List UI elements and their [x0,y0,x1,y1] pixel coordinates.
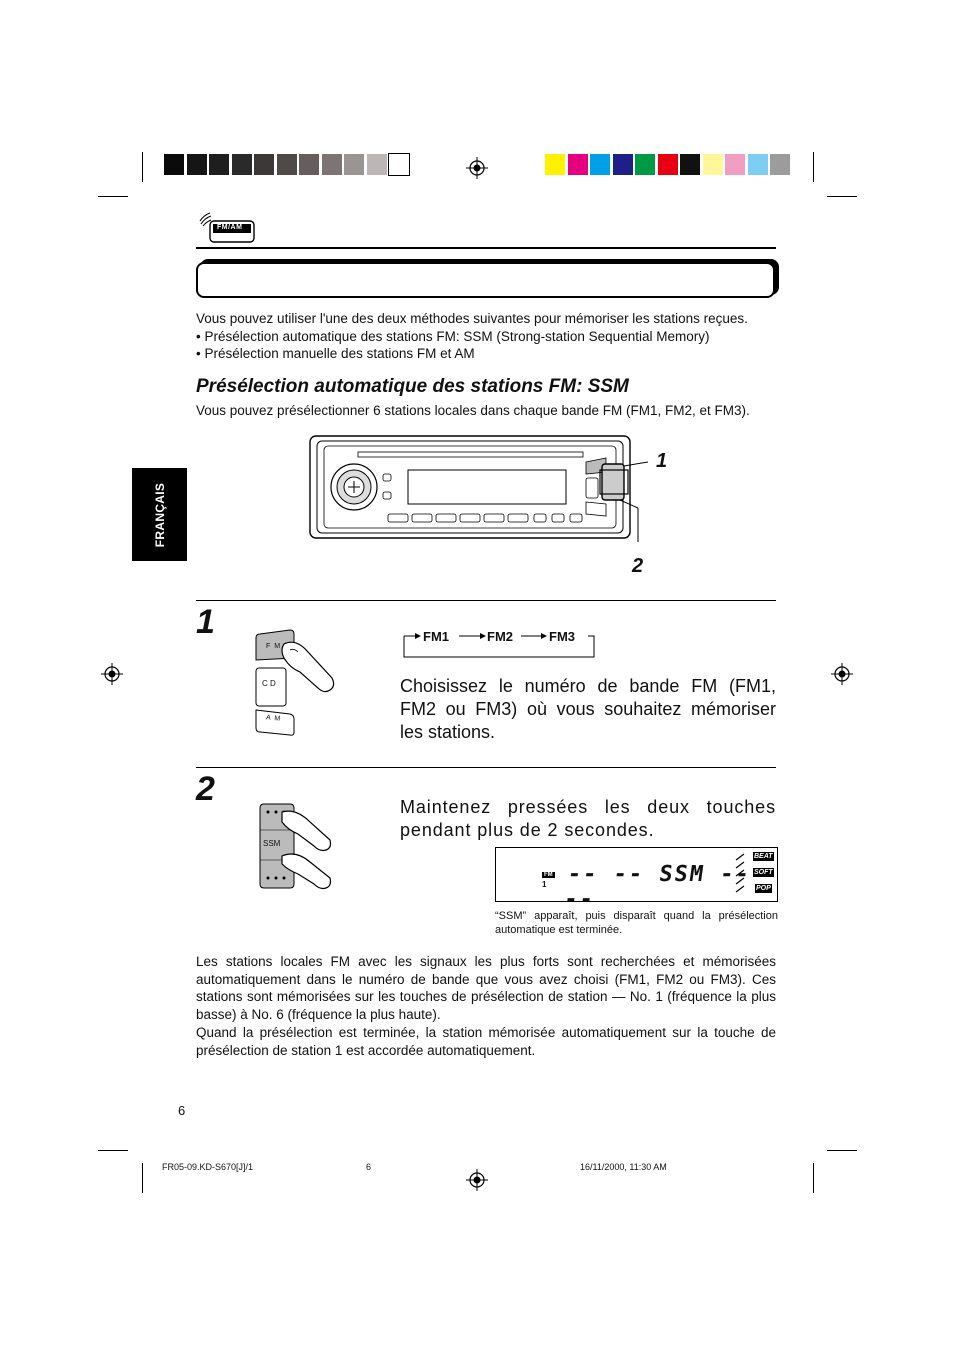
registration-target-icon [101,663,123,685]
color-swatch [703,154,723,175]
color-swatch [209,154,229,175]
color-swatch [367,154,387,175]
footer-file: FR05-09.KD-S670[J]/1 [162,1162,254,1172]
intro-bullet: • Présélection automatique des stations FM: SSM (Strong-station Sequential Memory) [196,329,710,344]
color-swatch [389,154,409,175]
footer-sheet: 6 [366,1162,372,1172]
step2-instruction-text: Maintenez pressées les deux touches pendant plus de 2 secondes. [400,797,776,840]
body-paragraph: Les stations locales FM avec les signaux les plus forts sont recherchées et mémorisées automatiquement dans le numéro de bande que vous avez choisi (FM1, FM2 ou FM3). Ces stations sont mémorisées sur les touches de présélection de station — No. 1 (fréquence la plus basse) à No. 6 (fréquence la plus haute). [196,954,776,1022]
color-swatch [254,154,274,175]
color-swatch [344,154,364,175]
section-subtitle: Vous pouvez présélectionner 6 stations locales dans chaque bande FM (FM1, FM2, et FM3). [196,403,750,418]
crop-mark [98,196,128,197]
section-title: Présélection automatique des stations FM: SSM [196,376,629,397]
lcd-mode-soft: SOFT [754,869,773,876]
color-swatch [613,154,633,175]
ssm-label: SSM [263,839,281,848]
color-swatch [770,154,790,175]
crop-mark [142,152,143,182]
step1-number: 1 [196,603,215,641]
lcd-band-badge: FM [544,872,553,878]
cd-button-label: C D [262,679,276,688]
lcd-caption: “SSM” apparaît, puis disparaît quand la présélection automatique est terminée. [495,910,778,936]
registration-target-icon [466,1169,488,1191]
callout-number: 1 [656,450,668,472]
fm-button-label: F M [266,643,282,650]
color-swatch [658,154,678,175]
color-swatch [299,154,319,175]
am-button-label: A M [265,714,282,723]
color-swatch [277,154,297,175]
body-paragraph: Quand la présélection est terminée, la station mémorisée automatiquement sur la touche de présélection de station 1 est accordée automatiquement. [196,1025,776,1058]
lcd-level-indicator-icon [732,852,748,896]
color-swatch [590,154,610,175]
color-swatch [322,154,342,175]
crop-mark [827,1150,857,1151]
color-swatch [232,154,252,175]
step2-instruction [400,796,776,842]
lcd-band-number: 1 [542,880,547,889]
color-swatch [748,154,768,175]
crop-mark [142,1163,143,1193]
crop-mark [827,196,857,197]
step2-number: 2 [196,770,215,808]
registration-target-icon [831,663,853,685]
crop-mark [813,152,814,182]
cycle-item: FM2 [487,629,513,644]
title-banner [196,262,775,298]
lcd-mode-pop: POP [756,885,771,892]
lcd-main-text: -- -- SSM -- -- [562,862,753,912]
color-swatch [187,154,207,175]
color-swatch [164,154,184,175]
page-number: 6 [178,1103,186,1118]
car-stereo-diagram [308,434,653,542]
lcd-mode-beat: BEAT [754,853,773,860]
color-swatch [680,154,700,175]
registration-target-icon [466,157,488,179]
crop-mark [813,1163,814,1193]
cycle-item: FM1 [423,629,449,644]
step1-instruction: Choisissez le numéro de bande FM (FM1, FM2 ou FM3) où vous souhaitez mémoriser les stations. [400,676,776,742]
radio-icon-label: FM/AM [217,224,243,231]
cycle-item: FM3 [549,629,575,644]
callout-number: 2 [632,555,644,577]
color-swatch [545,154,565,175]
lcd-display [495,847,778,912]
color-swatch [635,154,655,175]
step1-rule [196,600,776,601]
color-swatch [568,154,588,175]
fm-cycle-diagram [403,628,595,658]
language-label: FRANÇAIS [152,482,167,547]
intro-text: Vous pouvez utiliser l'une des deux méthodes suivantes pour mémoriser les stations reçues. [196,311,748,326]
crop-mark [98,1150,128,1151]
step2-rule [196,767,776,768]
footer-timestamp: 16/11/2000, 11:30 AM [580,1162,667,1172]
intro-bullet: • Présélection manuelle des stations FM et AM [196,346,475,361]
language-side-tab [132,468,187,561]
header-rule [196,247,776,249]
ssm-buttons-illustration [252,800,334,900]
color-swatch [725,154,745,175]
